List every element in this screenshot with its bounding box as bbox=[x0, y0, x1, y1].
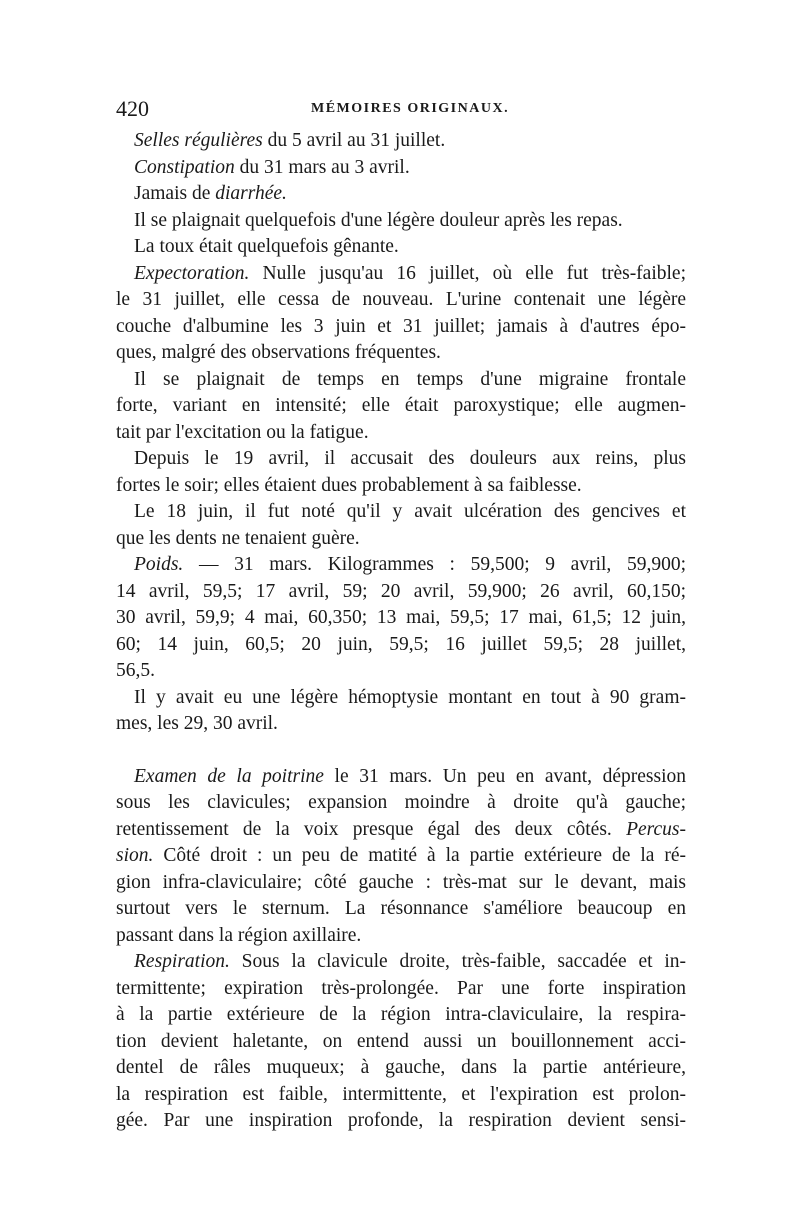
text-line: forte, variant en intensité; elle était paroxystique; elle augmen- bbox=[116, 395, 686, 416]
text-line: gion infra-claviculaire; côté gauche : très-mat sur le devant, mais bbox=[116, 871, 686, 893]
text-line: la respiration est faible, intermittente, et l'expiration est prolon- bbox=[116, 1083, 686, 1105]
text-line: Jamais de diarrhée. bbox=[134, 183, 287, 204]
text-line: gée. Par une inspiration profonde, la respiration devient sensi- bbox=[116, 1110, 686, 1131]
text-line: surtout vers le sternum. La résonnance s'améliore beaucoup en bbox=[116, 898, 686, 919]
text-line: 60; 14 juin, 60,5; 20 juin, 59,5; 16 juillet 59,5; 28 juillet, bbox=[116, 633, 686, 655]
text-line: La toux était quelquefois gênante. bbox=[134, 236, 399, 257]
text-line: dentel de râles muqueux; à gauche, dans la partie antérieure, bbox=[116, 1057, 686, 1078]
text-line: Selles régulières du 5 avril au 31 juillet. bbox=[134, 130, 446, 151]
text-line: sous les clavicules; expansion moindre à droite qu'à gauche; bbox=[116, 792, 686, 813]
text-line: passant dans la région axillaire. bbox=[116, 924, 362, 946]
running-head: MÉMOIRES ORIGINAUX. bbox=[311, 101, 510, 116]
section-gap bbox=[116, 738, 686, 764]
body-text bbox=[116, 128, 686, 1135]
page-number: 420 bbox=[116, 96, 149, 121]
text-line: tion devient haletante, on entend aussi un bouillonnement acci- bbox=[116, 1030, 686, 1052]
text-line: termittente; expiration très-prolongée. Par une forte inspiration bbox=[116, 977, 686, 999]
text-line: Poids. — 31 mars. Kilogrammes : 59,500; 9 avril, 59,900; bbox=[134, 554, 686, 575]
text-line: tait par l'excitation ou la fatigue. bbox=[116, 421, 369, 443]
text-line: Examen de la poitrine le 31 mars. Un peu en avant, dépression bbox=[134, 765, 686, 787]
text-line: sion. Côté droit : un peu de matité à la partie extérieure de la ré- bbox=[116, 845, 686, 866]
text-line: Expectoration. Nulle jusqu'au 16 juillet, où elle fut très-faible; bbox=[134, 262, 686, 284]
page-header bbox=[116, 96, 686, 126]
text-line: que les dents ne tenaient guère. bbox=[116, 527, 360, 549]
text-line: 56,5. bbox=[116, 660, 155, 681]
text-line: Depuis le 19 avril, il accusait des douleurs aux reins, plus bbox=[134, 448, 686, 469]
text-line: Respiration. Sous la clavicule droite, très-faible, saccadée et in- bbox=[134, 951, 686, 972]
text-line: mes, les 29, 30 avril. bbox=[116, 713, 278, 734]
text-line: fortes le soir; elles étaient dues probablement à sa faiblesse. bbox=[116, 474, 582, 496]
text-line: à la partie extérieure de la région intra-claviculaire, la respira- bbox=[116, 1004, 686, 1025]
text-line: 14 avril, 59,5; 17 avril, 59; 20 avril, 59,900; 26 avril, 60,150; bbox=[116, 580, 686, 602]
text-line: Il se plaignait quelquefois d'une légère douleur après les repas. bbox=[134, 209, 623, 231]
text-line: 30 avril, 59,9; 4 mai, 60,350; 13 mai, 59,5; 17 mai, 61,5; 12 juin, bbox=[116, 607, 686, 628]
text-line: le 31 juillet, elle cessa de nouveau. L'urine contenait une légère bbox=[116, 289, 686, 310]
text-line: couche d'albumine les 3 juin et 31 juillet; jamais à d'autres épo- bbox=[116, 315, 686, 337]
text-line: ques, malgré des observations fréquentes. bbox=[116, 342, 441, 363]
text-line: Il se plaignait de temps en temps d'une migraine frontale bbox=[134, 368, 686, 390]
text-line: retentissement de la voix presque égal des deux côtés. Percus- bbox=[116, 818, 686, 840]
text-line: Le 18 juin, il fut noté qu'il y avait ulcération des gencives et bbox=[134, 501, 686, 522]
text-line: Il y avait eu une légère hémoptysie montant en tout à 90 gram- bbox=[134, 686, 686, 708]
text-line: Constipation du 31 mars au 3 avril. bbox=[134, 156, 410, 178]
